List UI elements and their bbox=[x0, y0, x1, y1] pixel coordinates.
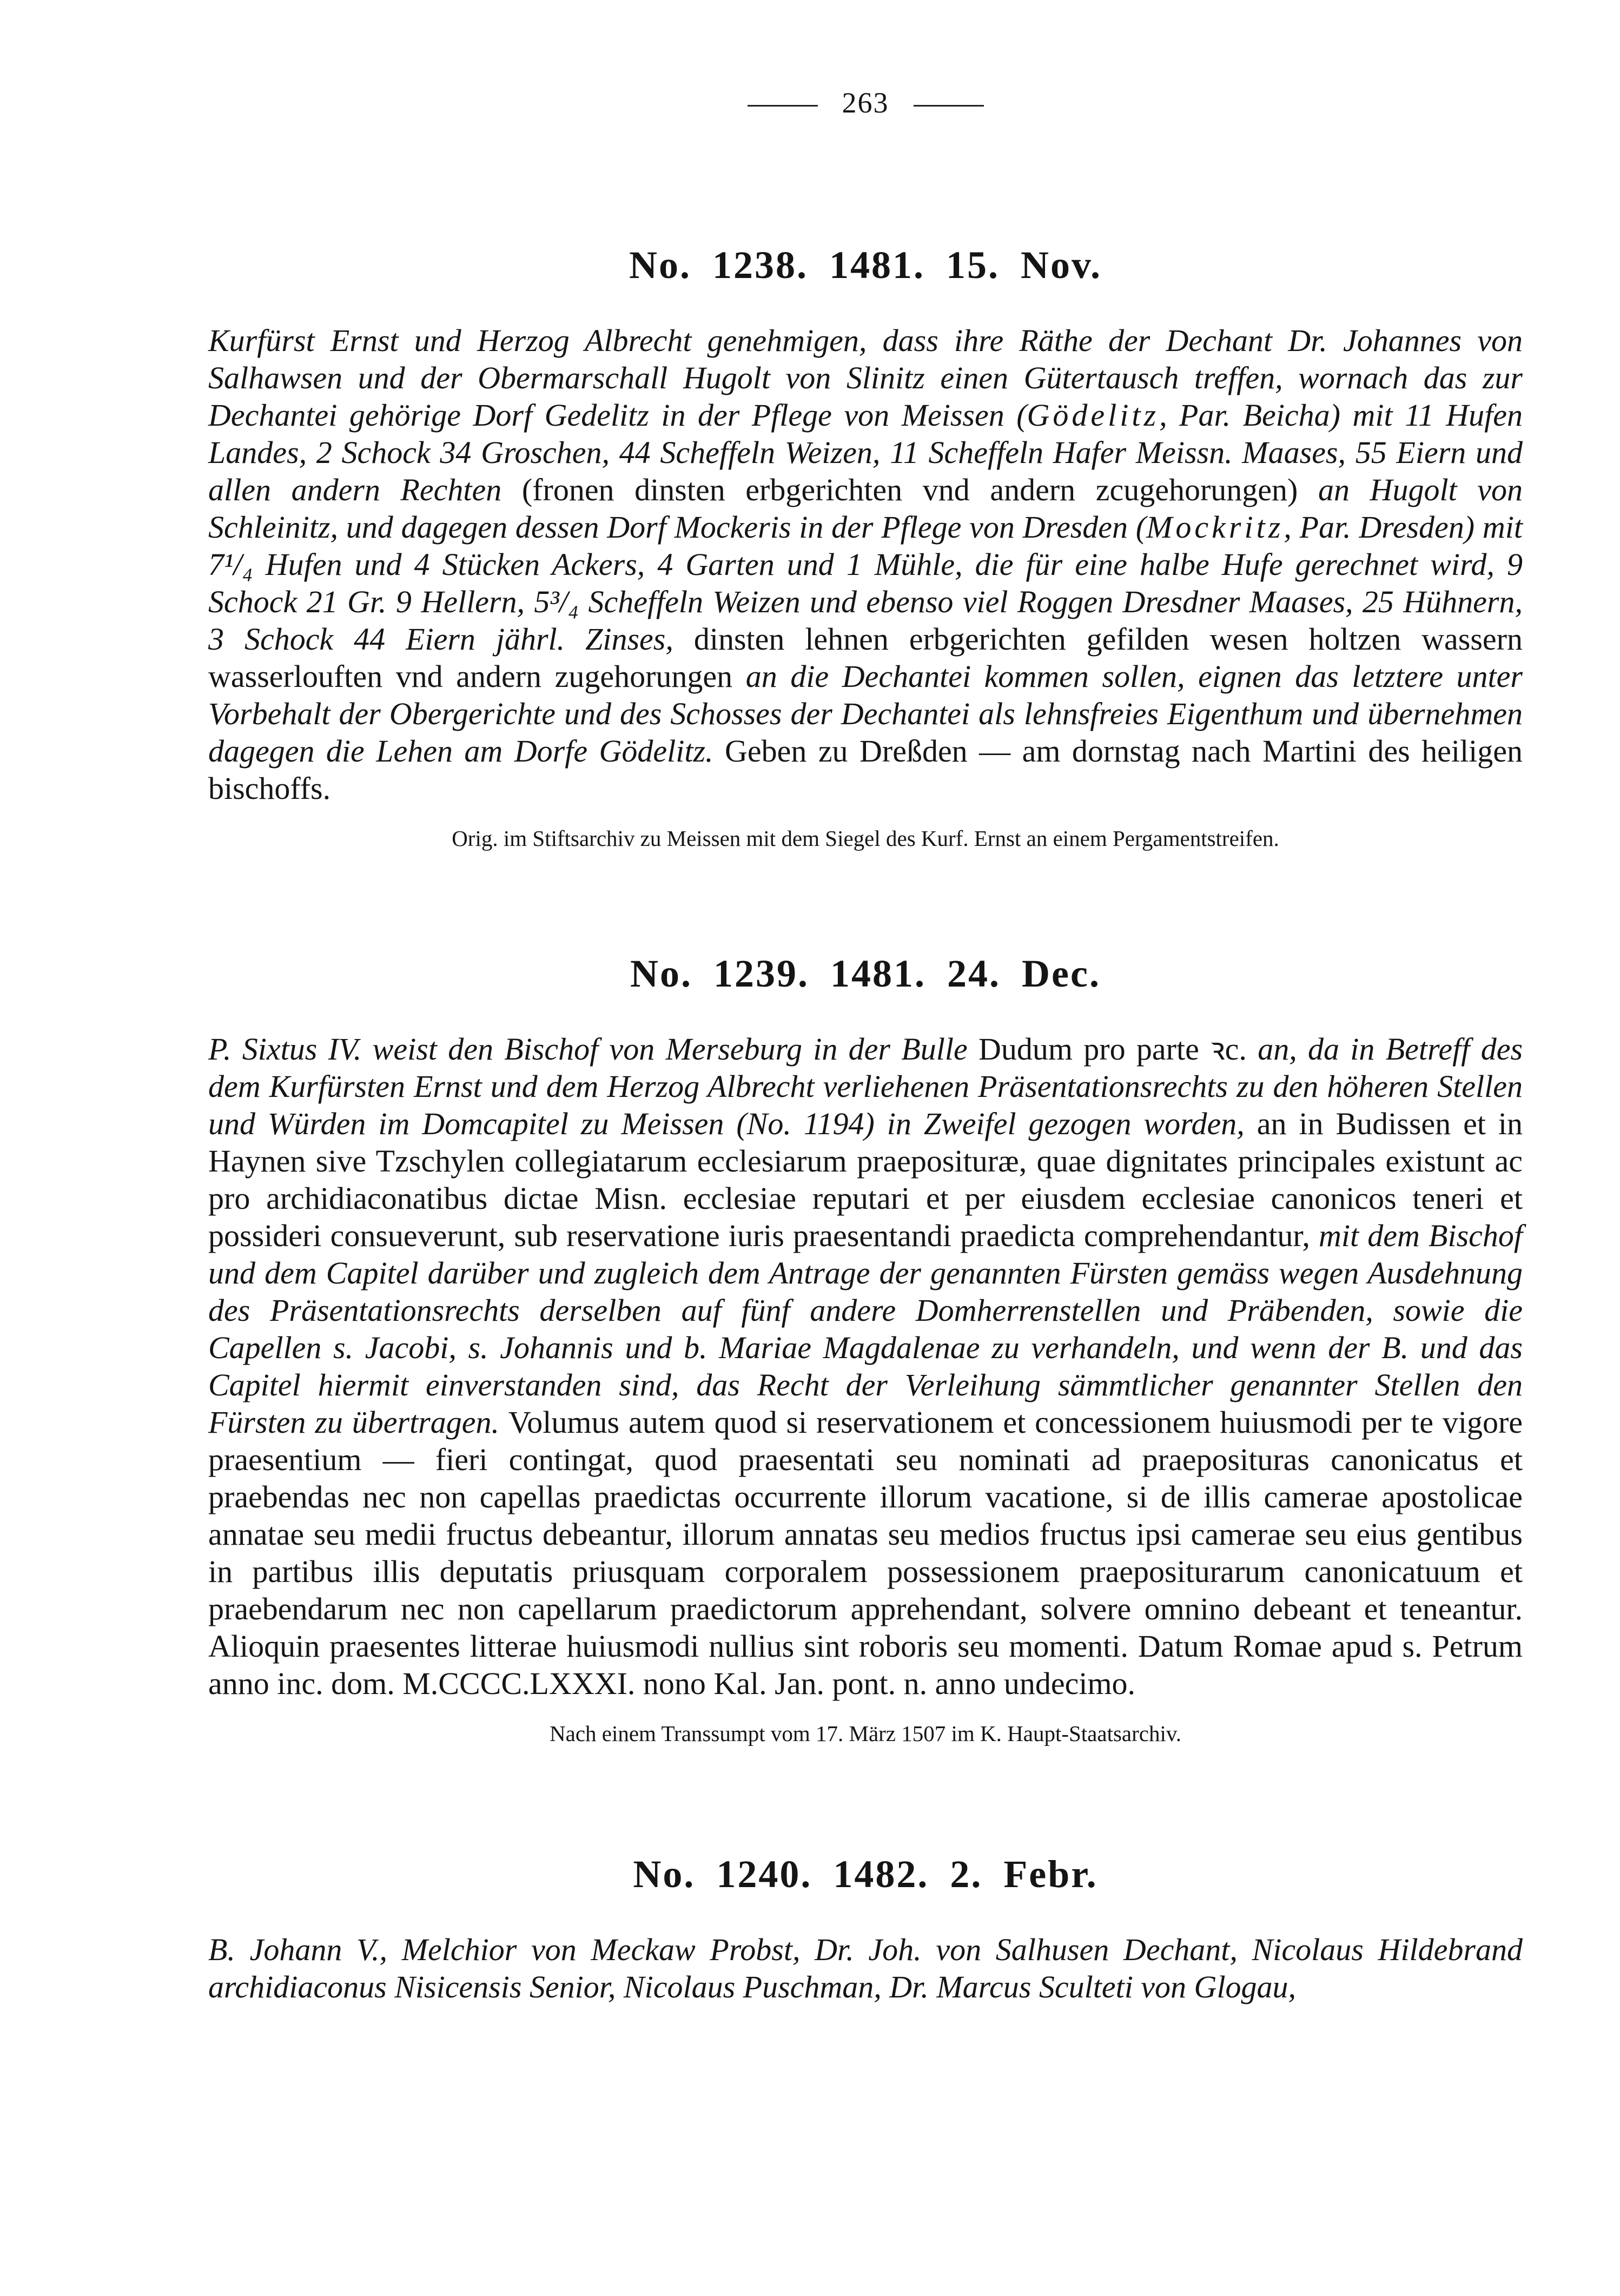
italic-text-run: Kurfürst Ernst und Herzog Albrecht genehmigen, dass ihre Räthe der Dechant Dr. Johannes von Salhawsen und der Obermarschall Hugolt von Slinitz einen Gütertausch treffen, wornach das zur Dechantei gehörige Dorf Gedelitz in der Pflege von Meissen ( bbox=[208, 323, 1523, 433]
entry-source-note: Orig. im Stiftsarchiv zu Meissen mit dem Siegel des Kurf. Ernst an einem Pergamentstreifen. bbox=[452, 826, 1279, 851]
header-dash-left bbox=[748, 105, 818, 107]
document-entry bbox=[208, 241, 1523, 855]
entry-body bbox=[208, 1030, 1523, 1702]
entry-heading: No. 1239. 1481. 24. Dec. bbox=[630, 952, 1101, 995]
document-page bbox=[208, 81, 1523, 2006]
page-number: 263 bbox=[842, 87, 889, 119]
italic-text-run: an die Dechantei kommen sollen, eignen das letztere unter Vorbehalt der Obergerichte und des Schosses der Dechantei als lehnsfreies Eigenthum und übernehmen dagegen die Lehen am Dorfe Gödelitz. bbox=[208, 659, 1523, 769]
roman-text-run: Dudum pro parte ꝛc. bbox=[978, 1031, 1258, 1067]
italic-text-run: , Par. Beicha) mit 11 Hufen Landes, 2 Schock 34 Groschen, 44 Scheffeln Weizen, 11 Scheffeln Hafer Meissn. Maases, 55 Eiern und allen andern Rechten bbox=[208, 398, 1523, 507]
roman-text-run: Volumus autem quod si reservationem et concessionem huiusmodi per te vigore praesentium — fieri contingat, quod praesentati seu nominati ad praeposituras canonicatus et praebendas nec non capellas praedictas occurrente illorum vacatione, si de illis camerae apostolicae annatae seu medii fructus debeantur, illorum annatas seu medios fructus ipsi camerae seu eius gentibus in partibus illis deputatis priusquam corporalem possessionem praepositurarum canonicatuum et praebendarum nec non capellarum praedictorum apprehendant, solvere omnino debeant et teneantur. Alioquin praesentes litterae huiusmodi nullius sint roboris seu momenti. Datum Romae apud s. Petrum anno inc. dom. M.CCCC.LXXXI. nono Kal. Jan. pont. n. anno undecimo. bbox=[208, 1405, 1523, 1701]
roman-text-run: dinsten lehnen erbgerichten gefilden wesen holtzen wassern wasserlouften vnd andern zugehorungen bbox=[208, 621, 1523, 694]
page-header bbox=[208, 81, 1523, 124]
roman-text-run: an in Budissen et in Haynen sive Tzschylen collegiatarum ecclesiarum praeposituræ, quae dignitates principales existunt ac pro archidiaconatibus dictae Misn. ecclesiae reputari et per eiusdem ecclesiae canonicos teneri et possideri consueverunt, sub reservatione iuris praesentandi praedicta comprehendantur, bbox=[208, 1106, 1523, 1253]
entry-body bbox=[208, 1931, 1523, 2006]
italic-text-run: B. Johann V., Melchior von Meckaw Probst, Dr. Joh. von Salhusen Dechant, Nicolaus Hildebrand archidiaconus Nisicensis Senior, Nicolaus Puschman, Dr. Marcus Sculteti von Glogau, bbox=[208, 1932, 1523, 2004]
document-entry bbox=[208, 1850, 1523, 2006]
roman-text-run: (fronen dinsten erbgerichten vnd andern zcugehorungen) bbox=[521, 472, 1318, 507]
entry-heading: No. 1238. 1481. 15. Nov. bbox=[629, 243, 1102, 287]
entry-source-note: Nach einem Transsumpt vom 17. März 1507 im K. Haupt-Staatsarchiv. bbox=[550, 1721, 1181, 1746]
italic-text-run: an, da in Betreff des dem Kurfürsten Ernst und dem Herzog Albrecht verliehenen Präsentationsrechts zu den höheren Stellen und Würden im Domcapitel zu Meissen (No. 1194) in Zweifel gezogen worden, bbox=[208, 1031, 1523, 1141]
header-dash-right bbox=[914, 105, 984, 107]
italic-text-run: , Par. Dresden) mit 7¹/₄ Hufen und 4 Stücken Ackers, 4 Garten und 1 Mühle, die für eine halbe Hufe gerechnet wird, 9 Schock 21 Gr. 9 Hellern, 5³/₄ Scheffeln Weizen und ebenso viel Roggen Dresdner Maases, 25 Hühnern, 3 Schock 44 Eiern jährl. Zinses, bbox=[208, 510, 1523, 657]
italic-text-run: P. Sixtus IV. weist den Bischof von Merseburg in der Bulle bbox=[208, 1031, 978, 1067]
italic-text-run: mit dem Bischof und dem Capitel darüber und zugleich dem Antrage der genannten Fürsten gemäss wegen Ausdehnung des Präsentationsrechts derselben auf fünf andere Domherrenstellen und Präbenden, sowie die Capellen s. Jacobi, s. Johannis und b. Mariae Magdalenae zu verhandeln, und wenn der B. und das Capitel hiermit einverstanden sind, das Recht der Verleihung sämmtlicher genannter Stellen den Fürsten zu übertragen. bbox=[208, 1218, 1523, 1440]
entry-body bbox=[208, 322, 1523, 807]
italic-text-run: Gödelitz bbox=[1027, 398, 1160, 433]
roman-text-run: Geben zu Dreßden — am dornstag nach Martini des heiligen bischoffs. bbox=[208, 733, 1523, 806]
italic-text-run: an Hugolt von Schleinitz, und dagegen dessen Dorf Mockeris in der Pflege von Dresden ( bbox=[208, 472, 1523, 545]
document-entry bbox=[208, 949, 1523, 1750]
italic-text-run: Mockritz bbox=[1146, 510, 1284, 545]
entry-heading: No. 1240. 1482. 2. Febr. bbox=[633, 1852, 1098, 1896]
